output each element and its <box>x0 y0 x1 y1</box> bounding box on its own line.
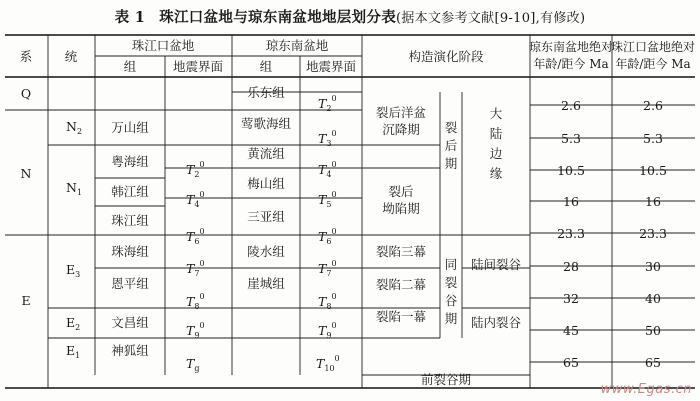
pearl-seismic-t9: $T_9^0$ <box>186 321 205 340</box>
series-n2: $N_2$ <box>66 119 83 136</box>
tectonic-post-rift-subsidence-l2: 沉降期 <box>382 122 420 137</box>
system-e: E <box>21 293 31 308</box>
qiong-formation-ledong: 乐东组 <box>247 85 285 100</box>
tectonic-syn-rift-c2: 裂 <box>444 275 458 290</box>
table-number: 表 1 <box>114 9 146 26</box>
system-n: N <box>20 166 32 181</box>
age-pearl-1: 2.6 <box>643 98 663 113</box>
qiong-formation-yacheng: 崖城组 <box>247 276 285 291</box>
tectonic-syn-rift-c4: 期 <box>444 311 458 326</box>
qiong-formation-huangliu: 黄流组 <box>247 146 285 161</box>
tectonic-continental-margin-c4: 缘 <box>489 166 503 181</box>
series-e2: $E_2$ <box>66 315 81 332</box>
age-pearl-2: 5.3 <box>643 131 663 146</box>
age-pearl-9: 65 <box>645 355 661 370</box>
pearl-formation-zhuhai: 珠海组 <box>111 244 149 259</box>
age-qiong-3: 10.5 <box>557 163 585 178</box>
age-pearl-6: 30 <box>645 259 661 274</box>
tectonic-post-rift-c1: 裂 <box>444 120 458 135</box>
pearl-seismic-t4: $T_4^0$ <box>186 190 205 209</box>
qiong-seismic-t6: $T_6^0$ <box>318 227 337 246</box>
tectonic-post-rift-c2: 后 <box>444 138 458 153</box>
series-n1: $N_1$ <box>66 180 83 197</box>
header-age-pearl-line2: 年龄/距今 Ma <box>615 57 691 71</box>
tectonic-pre-rift: 前裂谷期 <box>420 372 472 387</box>
tectonic-continental-margin-c1: 大 <box>489 106 503 121</box>
series-e1: $E_1$ <box>66 343 81 360</box>
header-series: 统 <box>64 49 78 64</box>
pearl-seismic-tg: $T_g$ <box>186 356 200 373</box>
tectonic-continental-margin-c3: 边 <box>489 146 503 161</box>
age-pearl-8: 50 <box>645 323 661 338</box>
header-pearl-formation: 组 <box>123 59 137 74</box>
tectonic-continental-margin-c2: 陆 <box>489 126 503 141</box>
pearl-seismic-t8: $T_8^0$ <box>186 292 205 311</box>
tectonic-post-rift-depression-l2: 坳陷期 <box>382 201 420 216</box>
header-system: 系 <box>19 49 33 64</box>
age-qiong-7: 32 <box>563 291 579 306</box>
header-age-qiong-line1: 琼东南盆地绝对 <box>528 40 614 54</box>
tectonic-post-rift-subsidence-l1: 裂后洋盆 <box>375 105 427 120</box>
header-tectonic: 构造演化阶段 <box>408 49 484 64</box>
header-qiong-basin: 琼东南盆地 <box>265 38 329 53</box>
age-pearl-4: 16 <box>645 194 661 209</box>
tectonic-intracontinental-rift: 陆内裂谷 <box>470 315 522 330</box>
age-qiong-2: 5.3 <box>561 131 581 146</box>
age-qiong-4: 16 <box>563 194 579 209</box>
age-qiong-6: 28 <box>563 259 579 274</box>
qiong-seismic-t3: $T_3^0$ <box>318 129 337 148</box>
qiong-seismic-t9: $T_9^0$ <box>318 321 337 340</box>
pearl-formation-wanshan: 万山组 <box>111 120 149 135</box>
age-qiong-1: 2.6 <box>561 98 581 113</box>
tectonic-intercontinental-rift: 陆间裂谷 <box>470 257 522 272</box>
qiong-seismic-t8: $T_8^0$ <box>318 292 337 311</box>
tectonic-post-rift-c3: 期 <box>444 156 458 171</box>
pearl-seismic-t7: $T_7^0$ <box>186 259 205 278</box>
qiong-seismic-t2: $T_2^0$ <box>318 94 337 113</box>
series-e3: $E_3$ <box>66 262 81 279</box>
qiong-formation-lingshui: 陵水组 <box>247 244 285 259</box>
pearl-seismic-t6: $T_6^0$ <box>186 227 205 246</box>
system-q: Q <box>20 86 32 101</box>
age-pearl-5: 23.3 <box>639 226 667 241</box>
qiong-formation-yinggehai: 莺歌海组 <box>240 116 292 131</box>
header-qiong-formation: 组 <box>259 59 273 74</box>
header-qiong-seismic: 地震界面 <box>305 59 357 74</box>
header-pearl-basin: 珠江口盆地 <box>131 38 195 53</box>
header-pearl-seismic: 地震界面 <box>172 59 224 74</box>
tectonic-syn-rift-c3: 谷 <box>444 293 458 308</box>
header-age-qiong-line2: 年龄/距今 Ma <box>533 57 609 71</box>
qiong-seismic-t5: $T_5^0$ <box>318 190 337 209</box>
tectonic-rift-episode-3: 裂陷三幕 <box>375 244 427 259</box>
table-title: 珠江口盆地与琼东南盆地地层划分表 <box>159 9 397 26</box>
pearl-formation-zhujiang: 珠江组 <box>111 213 149 228</box>
tectonic-rift-episode-2: 裂陷二幕 <box>375 277 427 292</box>
pearl-formation-enping: 恩平组 <box>111 276 149 291</box>
pearl-seismic-t2: $T_2^0$ <box>186 160 205 179</box>
table-source-note: (据本文参考文献[9-10],有修改) <box>396 11 586 26</box>
pearl-formation-shenhu: 神狐组 <box>111 343 149 358</box>
age-qiong-8: 45 <box>563 323 579 338</box>
pearl-formation-yuehai: 粤海组 <box>111 154 149 169</box>
qiong-seismic-t7: $T_7^0$ <box>318 259 337 278</box>
age-pearl-3: 10.5 <box>639 163 667 178</box>
tectonic-rift-episode-1: 裂陷一幕 <box>375 309 427 324</box>
pearl-formation-wenchang: 文昌组 <box>111 315 149 330</box>
tectonic-post-rift-depression-l1: 裂后 <box>388 184 414 199</box>
watermark: www.Egas.cn <box>600 382 692 397</box>
qiong-seismic-t10: $T_{10}^0$ <box>316 354 340 373</box>
age-qiong-5: 23.3 <box>557 226 585 241</box>
age-pearl-7: 40 <box>645 291 661 306</box>
qiong-formation-meishan: 梅山组 <box>247 176 285 191</box>
header-age-pearl-line1: 珠江口盆地绝对 <box>610 40 696 54</box>
tectonic-syn-rift-c1: 同 <box>444 257 458 272</box>
qiong-formation-sanya: 三亚组 <box>247 209 285 224</box>
qiong-seismic-t4: $T_4^0$ <box>318 160 337 179</box>
age-qiong-9: 65 <box>563 355 579 370</box>
pearl-formation-hanjiang: 韩江组 <box>111 184 149 199</box>
